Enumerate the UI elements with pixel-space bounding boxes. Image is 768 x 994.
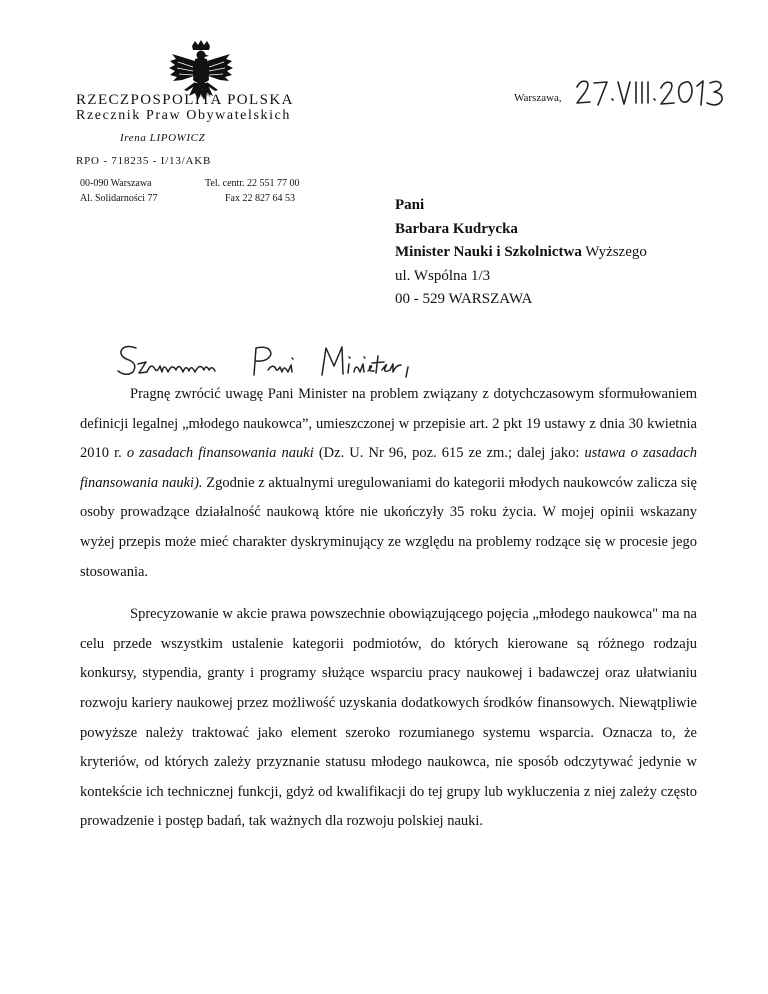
paragraph-1 <box>80 380 697 587</box>
letter-body <box>80 380 697 850</box>
paragraph-1-part-a: Pragnę zwrócić uwagę Pani Minister na problem związany z dotychczasowym sformułowaniem definicji legalnej „młodego naukowca”, umieszczonej w przepisie art. 2 pkt 19 ustawy z dnia 30 kwietnia 2010 r. <box>80 386 697 462</box>
handwritten-date <box>573 76 741 112</box>
sender-postal-city: 00-090 Warszawa <box>80 178 152 189</box>
paragraph-1-part-b: (Dz. U. Nr 96, poz. 615 ze zm.; dalej jako: <box>313 445 585 462</box>
recipient-title <box>395 241 647 265</box>
law-title-italic: o zasadach finansowania nauki <box>126 445 314 462</box>
recipient-postal: 00 - 529 WARSZAWA <box>395 291 533 307</box>
signer-name: Irena LIPOWICZ <box>120 132 206 144</box>
office-name: Rzecznik Praw Obywatelskich <box>76 108 292 123</box>
sender-phone: Tel. centr. 22 551 77 00 <box>205 178 300 189</box>
recipient-block <box>395 194 647 312</box>
paragraph-2: Sprecyzowanie w akcie prawa powszechnie obowiązującego pojęcia „młodego naukowca" ma na celu przede wszystkim ustalenie kategorii podmiotów, do których kierowane są różnego rodzaju konkursy, stypendia, granty i programy służące wsparciu pracy naukowej i badawczej oraz ułatwianiu rozwoju kariery naukowej przez możliwość uzyskania dodatkowych środków finansowych. Niewątpliwie powyższe należy traktować jako element szeroko rozumianego systemu wsparcia. Oznacza to, że kryteriów, od których zależy przyznanie statusu młodego naukowca, nie sposób odczytywać jedynie w kontekście ich technicznej funkcji, gdyż od kwalifikacji do tej grupy lub wykluczenia z niej zależy często prowadzenie i postęp badań, tak ważnych dla rozwoju polskiej nauki. <box>80 606 697 830</box>
recipient-street: ul. Wspólna 1/3 <box>395 267 491 284</box>
law-short-name-italic: ustawa o zasadach finansowania nauki). <box>80 445 697 491</box>
dateline-city: Warszawa, <box>514 92 562 104</box>
handwritten-greeting <box>116 342 418 382</box>
recipient-salutation: Pani <box>395 197 425 213</box>
institution-name: RZECZPOSPOLITA POLSKA <box>76 92 294 108</box>
recipient-name: Barbara Kudrycka <box>395 220 518 237</box>
sender-fax: Fax 22 827 64 53 <box>225 193 295 204</box>
paragraph-1-part-c: Zgodnie z aktualnymi uregulowaniami do kategorii młodych naukowców zalicza się osoby prowadzące działalność naukową które nie ukończyły 35 roku życia. W mojej opinii wskazany wyżej przepis może mieć charakter dyskryminujący ze względu na problemy rodzące się w procesie jego stosowania. <box>80 474 697 580</box>
recipient-title-rest: Wyższego <box>581 244 647 260</box>
reference-number: RPO - 718235 - I/13/AKB <box>76 155 212 167</box>
recipient-title-bold: Minister Nauki i Szkolnictwa <box>395 244 582 260</box>
sender-street: Al. Solidarności 77 <box>80 193 158 204</box>
